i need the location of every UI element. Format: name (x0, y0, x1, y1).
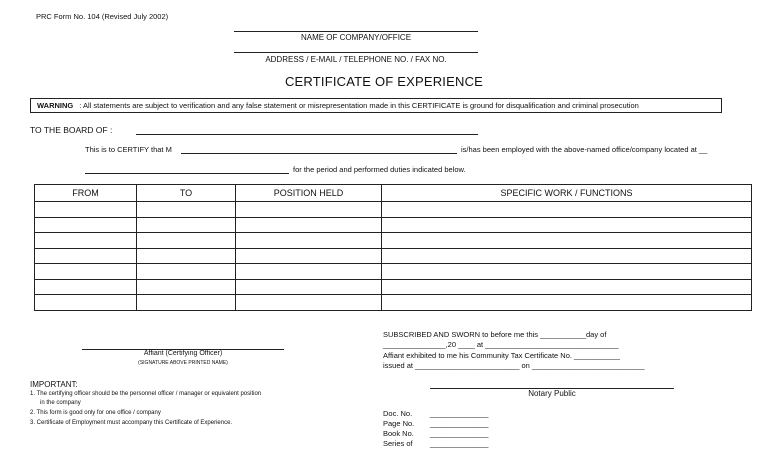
to-cell[interactable] (137, 202, 236, 218)
address-label: ADDRESS / E-MAIL / TELEPHONE NO. / FAX NO. (265, 55, 447, 64)
work-cell[interactable] (382, 279, 752, 295)
location-line (85, 173, 289, 174)
book-no-label: Book No. (383, 429, 414, 438)
work-cell[interactable] (382, 233, 752, 249)
table-row[interactable] (35, 233, 752, 249)
important-item: 2. This form is good only for one office / company (30, 410, 161, 416)
column-header-position: POSITION HELD (236, 185, 382, 202)
column-header-to: TO (137, 185, 236, 202)
work-cell[interactable] (382, 264, 752, 280)
company-name-line (234, 31, 478, 32)
work-history-table (34, 184, 752, 311)
from-cell[interactable] (35, 264, 137, 280)
sworn-line1: SUBSCRIBED AND SWORN to before me this ___________day of (383, 330, 607, 339)
doc-no-blank[interactable]: ______________ (430, 409, 489, 418)
position-cell[interactable] (236, 279, 382, 295)
from-cell[interactable] (35, 217, 137, 233)
work-cell[interactable] (382, 217, 752, 233)
board-label: TO THE BOARD OF : (30, 125, 113, 135)
book-no-blank[interactable]: ______________ (430, 429, 489, 438)
column-header-work: SPECIFIC WORK / FUNCTIONS (382, 185, 752, 202)
work-cell[interactable] (382, 202, 752, 218)
from-cell[interactable] (35, 202, 137, 218)
table-row[interactable] (35, 295, 752, 311)
important-item: 1. The certifying officer should be the personnel officer / manager or equivalent position (30, 391, 262, 397)
page-no-label: Page No. (383, 419, 415, 428)
work-cell[interactable] (382, 295, 752, 311)
position-cell[interactable] (236, 248, 382, 264)
address-line (234, 52, 478, 53)
series-label: Series of (383, 439, 413, 448)
position-cell[interactable] (236, 217, 382, 233)
sworn-line4: issued at _________________________ on ___________________________ (383, 361, 645, 370)
table-row[interactable] (35, 248, 752, 264)
notary-label: Notary Public (528, 389, 576, 398)
sworn-line3: Affiant exhibited to me his Community Tax Certificate No. ___________ (383, 351, 620, 360)
doc-no-label: Doc. No. (383, 409, 413, 418)
from-cell[interactable] (35, 279, 137, 295)
to-cell[interactable] (137, 248, 236, 264)
table-row[interactable] (35, 217, 752, 233)
certify-line1-suffix: is/has been employed with the above-named office/company located at __ (461, 145, 708, 154)
to-cell[interactable] (137, 264, 236, 280)
table-row[interactable] (35, 264, 752, 280)
column-header-from: FROM (35, 185, 137, 202)
certify-line1-prefix: This is to CERTIFY that M (85, 145, 172, 154)
series-blank[interactable]: ______________ (430, 439, 489, 448)
from-cell[interactable] (35, 295, 137, 311)
table-header-row (35, 185, 752, 202)
to-cell[interactable] (137, 279, 236, 295)
to-cell[interactable] (137, 233, 236, 249)
position-cell[interactable] (236, 295, 382, 311)
affiant-label: Affiant (Certifying Officer) (143, 350, 223, 357)
table-row[interactable] (35, 279, 752, 295)
position-cell[interactable] (236, 202, 382, 218)
affiant-sublabel: (SIGNATURE ABOVE PRINTED NAME) (138, 360, 228, 366)
certify-line2-suffix: for the period and performed duties indicated below. (293, 165, 466, 174)
employee-name-line (181, 153, 457, 154)
sworn-line2: _______________,20 ____ at ________________________________ (383, 340, 619, 349)
form-number: PRC Form No. 104 (Revised July 2002) (36, 12, 169, 21)
important-title: IMPORTANT: (30, 380, 78, 389)
to-cell[interactable] (137, 217, 236, 233)
board-line (136, 134, 478, 135)
warning-box (30, 98, 722, 113)
company-name-label: NAME OF COMPANY/OFFICE (300, 33, 412, 42)
table-row[interactable] (35, 202, 752, 218)
warning-label: WARNING (37, 101, 74, 110)
work-cell[interactable] (382, 248, 752, 264)
important-item: in the company (40, 400, 81, 406)
important-item: 3. Certificate of Employment must accompany this Certificate of Experience. (30, 420, 233, 426)
page-no-blank[interactable]: ______________ (430, 419, 489, 428)
from-cell[interactable] (35, 233, 137, 249)
position-cell[interactable] (236, 264, 382, 280)
from-cell[interactable] (35, 248, 137, 264)
page-title: CERTIFICATE OF EXPERIENCE (284, 74, 484, 89)
warning-text: : All statements are subject to verification and any false statement or misrepresentation made in this CERTIFICATE is ground for disqualification and criminal prosecution (79, 101, 639, 110)
to-cell[interactable] (137, 295, 236, 311)
position-cell[interactable] (236, 233, 382, 249)
